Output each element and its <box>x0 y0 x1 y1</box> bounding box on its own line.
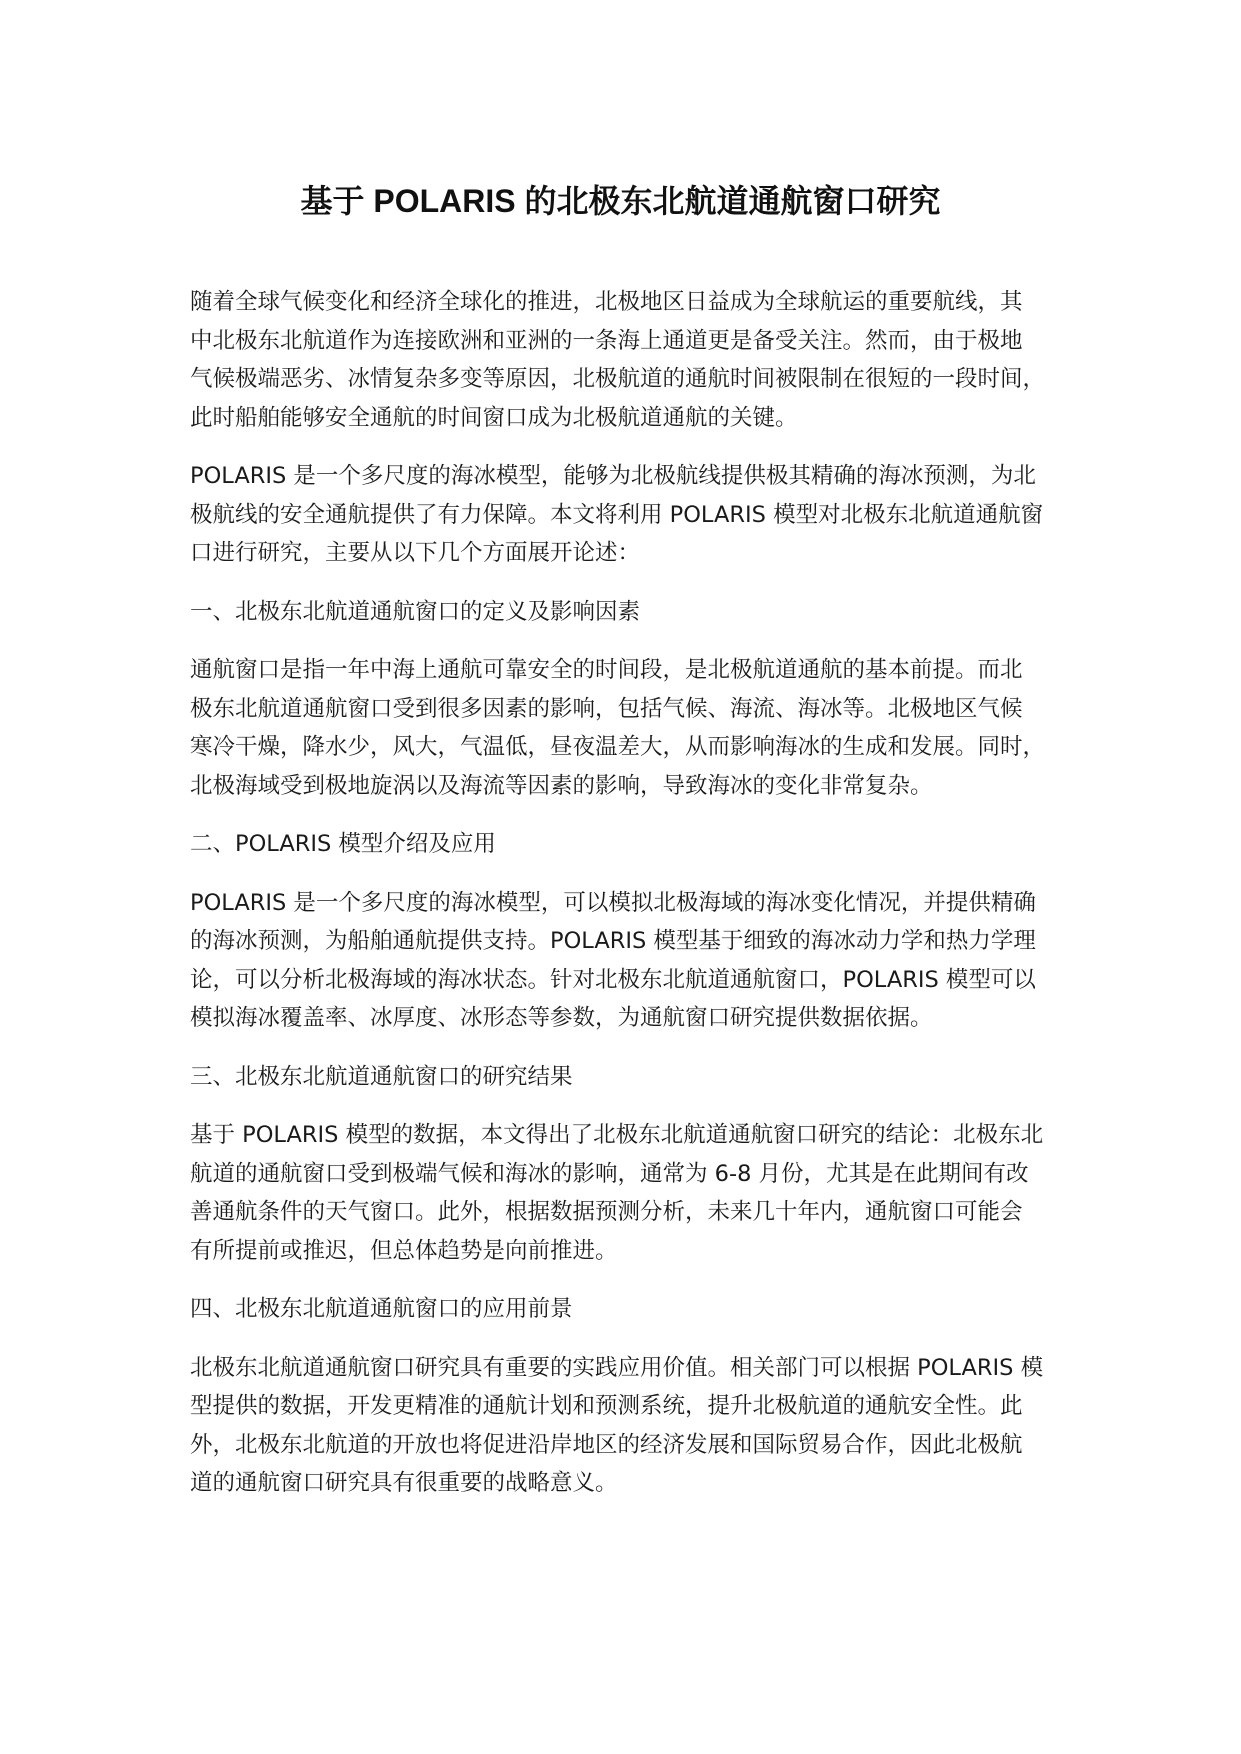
text-line: 此时船舶能够安全通航的时间窗口成为北极航道通航的关键。 <box>190 404 798 431</box>
section-paragraph-4 <box>190 1349 1080 1503</box>
section-heading-2: 二、POLARIS 模型介绍及应用 <box>190 831 496 857</box>
document-title: 基于 POLARIS 的北极东北航道通航窗口研究 <box>300 183 941 219</box>
text-line: 中北极东北航道作为连接欧洲和亚洲的一条海上通道更是备受关注。然而，由于极地 <box>190 327 1023 354</box>
text-line: 有所提前或推迟，但总体趋势是向前推进。 <box>190 1237 618 1264</box>
intro-paragraph-2 <box>190 457 1080 573</box>
text-line: 航道的通航窗口受到极端气候和海冰的影响，通常为 6-8 月份，尤其是在此期间有改 <box>190 1160 1029 1187</box>
intro-paragraph-1 <box>190 283 1080 437</box>
text-line: POLARIS 是一个多尺度的海冰模型，可以模拟北极海域的海冰变化情况，并提供精确 <box>190 889 1036 916</box>
text-line: 气候极端恶劣、冰情复杂多变等原因，北极航道的通航时间被限制在很短的一段时间， <box>190 366 1046 392</box>
text-line: 道的通航窗口研究具有很重要的战略意义。 <box>190 1470 618 1496</box>
text-line: 基于 POLARIS 模型的数据，本文得出了北极东北航道通航窗口研究的结论：北极东北 <box>190 1122 1044 1148</box>
text-line: 北极海域受到极地旋涡以及海流等因素的影响，导致海冰的变化非常复杂。 <box>190 772 933 799</box>
text-line: 随着全球气候变化和经济全球化的推进，北极地区日益成为全球航运的重要航线，其 <box>190 289 1023 315</box>
text-line: 寒冷干燥，降水少，风大，气温低，昼夜温差大，从而影响海冰的生成和发展。同时， <box>190 734 1046 760</box>
section-paragraph-2 <box>190 884 1080 1038</box>
section-paragraph-1 <box>190 651 1080 805</box>
section-heading-1: 一、北极东北航道通航窗口的定义及影响因素 <box>190 598 641 625</box>
text-line: 型提供的数据，开发更精准的通航计划和预测系统，提升北极航道的通航安全性。此 <box>190 1393 1023 1419</box>
section-heading-4: 四、北极东北航道通航窗口的应用前景 <box>190 1296 573 1322</box>
document-body <box>190 283 1080 1523</box>
text-line: 极航线的安全通航提供了有力保障。本文将利用 POLARIS 模型对北极东北航道通航窗 <box>190 501 1044 528</box>
text-line: POLARIS 是一个多尺度的海冰模型，能够为北极航线提供极其精确的海冰预测，为北 <box>190 463 1036 489</box>
text-line: 北极东北航道通航窗口研究具有重要的实践应用价值。相关部门可以根据 POLARIS 模 <box>190 1354 1044 1381</box>
text-line: 通航窗口是指一年中海上通航可靠安全的时间段，是北极航道通航的基本前提。而北 <box>190 657 1023 683</box>
section-heading-3: 三、北极东北航道通航窗口的研究结果 <box>190 1063 573 1090</box>
text-line: 善通航条件的天气窗口。此外，根据数据预测分析，未来几十年内，通航窗口可能会 <box>190 1199 1023 1225</box>
text-line: 外，北极东北航道的开放也将促进沿岸地区的经济发展和国际贸易合作，因此北极航 <box>190 1431 1023 1458</box>
text-line: 极东北航道通航窗口受到很多因素的影响，包括气候、海流、海冰等。北极地区气候 <box>190 695 1023 722</box>
section-paragraph-3 <box>190 1116 1080 1270</box>
text-line: 的海冰预测，为船舶通航提供支持。POLARIS 模型基于细致的海冰动力学和热力学理 <box>190 928 1036 954</box>
text-line: 口进行研究，主要从以下几个方面展开论述： <box>190 540 641 566</box>
text-line: 论，可以分析北极海域的海冰状态。针对北极东北航道通航窗口，POLARIS 模型可以 <box>190 966 1036 993</box>
text-line: 模拟海冰覆盖率、冰厚度、冰形态等参数，为通航窗口研究提供数据依据。 <box>190 1005 933 1031</box>
